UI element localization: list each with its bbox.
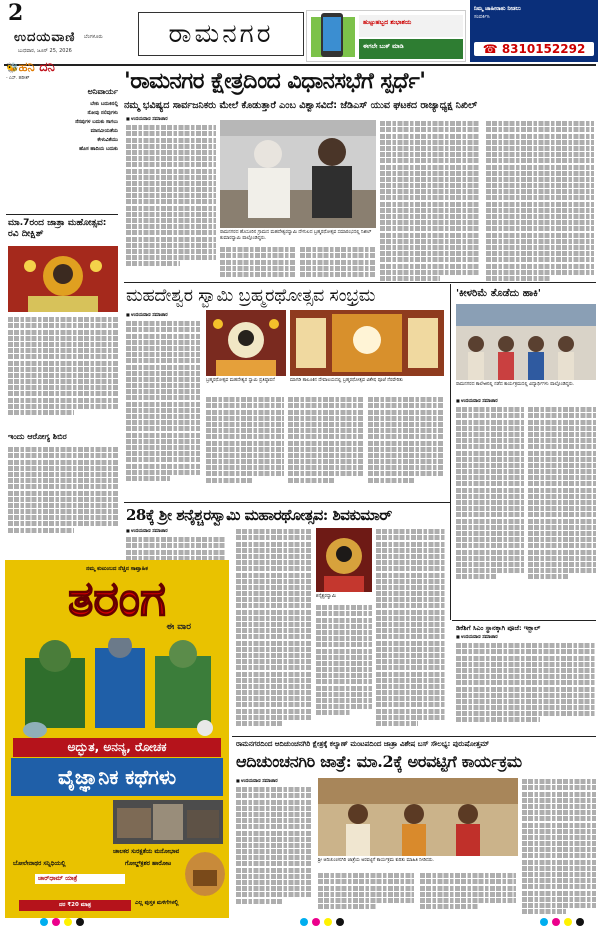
story6-kicker: ರಾಮನಗರದಿಂದ ಆದಿಚುಂಚನಗಿರಿ ಕ್ಷೇತ್ರಕ್ಕೆ ಕಲ್ಯಾಣ್ ಮಂಟಪದಿಂದ ಜಾತ್ರಾ ವಿಶೇಷ ಬಸ್ ಸೌಲಭ್ಯ: ಪುರುಷೋತ್ತಮ್ bbox=[236, 740, 490, 748]
story3-caption: ರಾಮನಗರದ ಕಾಲೇಜಿನಲ್ಲಿ ನಡೆದ ಕಾರ್ಯಕ್ರಮದಲ್ಲಿ ವಿದ್ಯಾರ್ಥಿಗಳು ಪಾಲ್ಗೊಂಡಿದ್ದರು. bbox=[456, 382, 575, 387]
main-story-col4 bbox=[380, 120, 480, 282]
poem-line: ಕೇಳುವಿಕೆಯು bbox=[97, 137, 118, 143]
main-headline: 'ರಾಮನಗರ ಕ್ಷೇತ್ರದಿಂದ ವಿಧಾನಸಭೆಗೆ ಸ್ಪರ್ಧೆ' bbox=[124, 68, 426, 94]
story4-col3 bbox=[316, 604, 372, 717]
tharanga-item-2: ಗೋಲ್ಡ್‌ಕ್ರಶರ ಹಾರೋಟ bbox=[125, 860, 172, 867]
main-photo-caption: ರಾಮನಗರದ ಹೊಸೂರಿನ ಗ್ರಾಮದ ಮಹದೇಶ್ವರಸ್ವಾಮಿ ದೇಗುಲದ ಬ್ರಹ್ಮರಥೋತ್ಸವ ಸಮಾರಂಭದಲ್ಲಿ ನಿಖಿಲ್ ಕುಮಾರಸ್ವಾಮಿ ಪಾಲ್ಗೊಂಡಿದ್ದರು. bbox=[220, 230, 372, 241]
story5-body bbox=[456, 642, 596, 724]
story2-col4 bbox=[368, 396, 444, 484]
left-story-body bbox=[8, 316, 118, 416]
tharanga-main-feature: ವೈಜ್ಞಾನಿಕ ಕಥೆಗಳು bbox=[11, 758, 223, 796]
honey-title-a: ಹನಿ bbox=[18, 60, 35, 75]
tharanga-magazine-ad[interactable] bbox=[5, 560, 229, 918]
honey-dani-title bbox=[6, 60, 118, 75]
poem-line: ಬೇಕು ಬದುಕಿನಲ್ಲಿ bbox=[90, 101, 118, 107]
story3-photo bbox=[456, 304, 596, 380]
story2-caption-b: ಮಾಗಡಿ ತಾಲೂಕಿನ ದೇವಾಲಯದಲ್ಲಿ ಬ್ರಹ್ಮರಥೋತ್ಸವ ವಿಶೇಷ ಪೂಜೆ ನೆರವೇರಿತು bbox=[290, 378, 403, 383]
story2-col3 bbox=[288, 396, 364, 484]
honey-bee-icon: 🐝 bbox=[6, 63, 19, 74]
poem-line: ಮಾನವೀಯತೆಯ bbox=[90, 128, 118, 134]
tharanga-item-1b: ಚಾರ್‌ಧಾಮ್ ಯಾತ್ರೆ bbox=[35, 874, 125, 884]
dateline: ಬುಧವಾರ, ಜೂನ್ 25, 2026 bbox=[18, 48, 72, 54]
top-advertisement[interactable] bbox=[306, 10, 466, 62]
tharanga-tagline: ನಮ್ಮ ಕುಟುಂಬದ ನೆಚ್ಚಿನ ಸಾಪ್ತಾಹಿಕ bbox=[86, 566, 148, 572]
poem-line: ಹೊಸ ಹಾದಿಯ ಬದುಕು bbox=[79, 146, 118, 152]
top-ad-text-2: ಈಗಲೇ ಬುಕ್ ಮಾಡಿ bbox=[363, 43, 404, 50]
section-title: ರಾಮನಗರ bbox=[138, 12, 304, 56]
honey-title-b: ದನಿ bbox=[39, 60, 55, 75]
main-byline: ■ ಉದಯವಾಣಿ ಸಮಾಚಾರ bbox=[126, 116, 168, 122]
tharanga-round-photo bbox=[185, 852, 225, 896]
newspaper-brand: ಉದಯವಾಣಿ bbox=[14, 30, 76, 45]
story4-headline: 28ಕ್ಕೆ ಶ್ರೀ ಶನೈಶ್ಚರಸ್ವಾಮಿ ಮಹಾರಥೋತ್ಸವ: ಶಿವಕುಮಾರ್ bbox=[126, 506, 392, 524]
health-camp-body bbox=[8, 446, 118, 534]
honey-author: - ಎಸ್. ಹರೀಶ್ bbox=[6, 76, 30, 81]
phone-number-text: 8310152292 bbox=[501, 42, 586, 56]
story6-col3 bbox=[420, 872, 516, 910]
classified-phone-ad[interactable] bbox=[470, 0, 598, 62]
main-subhead: ನಮ್ಮ ಭವಿಷ್ಯದ ಸಾರ್ವಜನಿಕರು ಮೇಲೆ ಕೊಡುತ್ತಾರೆ ಎಂಬ ವಿಶ್ವಾಸವಿದೆ: ಜೆಡಿಎಸ್ ಯುವ ಘಟಕದ ರಾಜ್ಯಾಧ್ಯಕ್ಷ ನಿಖಿಲ್ bbox=[124, 100, 478, 111]
story6-headline: ಆದಿಚುಂಚನಗಿರಿ ಜಾತ್ರೆ: ಮಾ.2ಕ್ಕೆ ಅರವಟ್ಟಿಗೆ ಕಾರ್ಯಕ್ರಮ bbox=[236, 752, 522, 771]
left-story-headline: ಮಾ.7ರಂದ ಜಾತ್ರಾ ಮಹೋತ್ಸವ: ರವಿ ದೀಕ್ಷಿತ್ bbox=[8, 218, 107, 239]
main-story-col5 bbox=[486, 120, 594, 282]
poem-lines bbox=[6, 100, 118, 154]
main-story-col3 bbox=[300, 246, 376, 278]
story3-col2 bbox=[528, 406, 596, 580]
story6-col1 bbox=[236, 786, 312, 905]
story2-col1 bbox=[126, 320, 200, 482]
tharanga-item-1: ಬೋಲೇನಾಥರ ಸನ್ನಿಧಿಯಲ್ಲಿ bbox=[13, 860, 66, 867]
story6-col4 bbox=[522, 778, 596, 915]
story4-byline: ■ ಉದಯವಾಣಿ ಸಮಾಚಾರ bbox=[126, 528, 168, 534]
story6-byline: ■ ಉದಯವಾಣಿ ಸಮಾಚಾರ bbox=[236, 778, 278, 784]
story2-col2 bbox=[206, 396, 284, 484]
top-ad-text-1: ಹುಟ್ಟುಹಬ್ಬದ ಶುಭಾಶಯ bbox=[363, 19, 412, 26]
story4-col4 bbox=[376, 528, 446, 727]
story4-col1 bbox=[126, 536, 226, 562]
story2-photo-b bbox=[290, 310, 444, 376]
story4-caption: ಶನೈಶ್ಚರಸ್ವಾಮಿ bbox=[316, 594, 336, 599]
story2-caption-a: ಬ್ರಹ್ಮರಥೋತ್ಸವ ಮಹದೇಶ್ವರ ಸ್ವಾಮಿ ಪ್ರತಿಷ್ಠಾಪನೆ bbox=[206, 378, 275, 383]
story2-byline: ■ ಉದಯವಾಣಿ ಸಮಾಚಾರ bbox=[126, 312, 168, 318]
story6-caption: ಶ್ರೀ ಆದಿಚುಂಚನಗಿರಿ ಜಾತ್ರೆಯ ಅರವಟ್ಟಿಗೆ ಕಾರ್ಯಕ್ರಮ ಕುರಿತು ಮಾಹಿತಿ ನೀಡಿದರು. bbox=[318, 858, 435, 863]
tharanga-logo: ತರಂಗ bbox=[67, 571, 167, 627]
phone-icon: ☎ bbox=[482, 42, 502, 56]
edition-label: ಬೆಂಗಳೂರು bbox=[84, 34, 103, 40]
story5-headline: ಡಿಕೆಶಿಗೆ ಸಿಎಂ ಸ್ಥಾನಕ್ಕಾಗಿ ಪೂಜೆ: ಇಕ್ಬಾಲ್ bbox=[456, 624, 541, 632]
tharanga-price-band: ದರ ₹20 ಮಾತ್ರ bbox=[19, 900, 131, 911]
phone-ad-title: ನಿಮ್ಮ ಜಾಹೀರಾತು ನೀಡಲು bbox=[474, 6, 521, 12]
honey-dani-poem-box bbox=[6, 60, 118, 214]
story3-col1 bbox=[456, 406, 524, 580]
story6-col2 bbox=[318, 872, 414, 910]
tharanga-inset-photo bbox=[113, 800, 223, 844]
story3-byline: ■ ಉದಯವಾಣಿ ಸಮಾಚಾರ bbox=[456, 398, 498, 404]
story2-headline: ಮಹದೇಶ್ವರ ಸ್ವಾಮಿ ಬ್ರಹ್ಮರಥೋತ್ಸವ ಸಂಭ್ರಮ bbox=[126, 286, 376, 306]
phone-ad-sub: ಸಂಪರ್ಕಿಸಿ bbox=[474, 14, 490, 20]
page-number: 2 bbox=[8, 0, 24, 26]
story4-photo bbox=[316, 528, 372, 592]
story5-byline: ■ ಉದಯವಾಣಿ ಸಮಾಚಾರ bbox=[456, 634, 498, 640]
main-story-col2 bbox=[220, 246, 296, 278]
poem-heading: ಅನಿವಾರ್ಯ bbox=[87, 87, 118, 96]
tharanga-red-band: ಅದ್ಭುತ, ಅನನ್ಯ, ರೋಚಕ bbox=[13, 738, 221, 757]
main-story-photo bbox=[220, 120, 376, 228]
poem-line: ನೋವು ನಲಿವುಗಳು bbox=[87, 110, 118, 116]
story3-headline: 'ಕೀಳರಿಮೆ ತೊಡೆದು ಹಾಕಿ' bbox=[456, 288, 541, 299]
tharanga-weekly-label: ಈ ವಾರ bbox=[166, 622, 191, 632]
story2-photo-a bbox=[206, 310, 286, 376]
tharanga-availability: ಎಲ್ಲ ಪುಸ್ತಕ ಮಳಿಗೆಗಳಲ್ಲಿ bbox=[135, 900, 179, 906]
poem-line: ನೆನಪುಗಳ ಬದುಕು ಸಾಗಲು bbox=[75, 119, 118, 125]
story4-col2 bbox=[236, 528, 312, 727]
phone-number bbox=[474, 42, 594, 56]
story6-photo bbox=[318, 778, 518, 856]
tharanga-cover-illustration bbox=[5, 638, 229, 738]
main-story-col1 bbox=[126, 124, 216, 268]
temple-idol-photo bbox=[8, 246, 118, 312]
tharanga-item-3: ಚಾಲಕರ ಸುರಕ್ಷತೆಯ ಮನೋಭಾವ bbox=[113, 848, 180, 855]
health-camp-headline: ಇಂದು ಆರೋಗ್ಯ ಶಿಬಿರ bbox=[8, 432, 67, 441]
